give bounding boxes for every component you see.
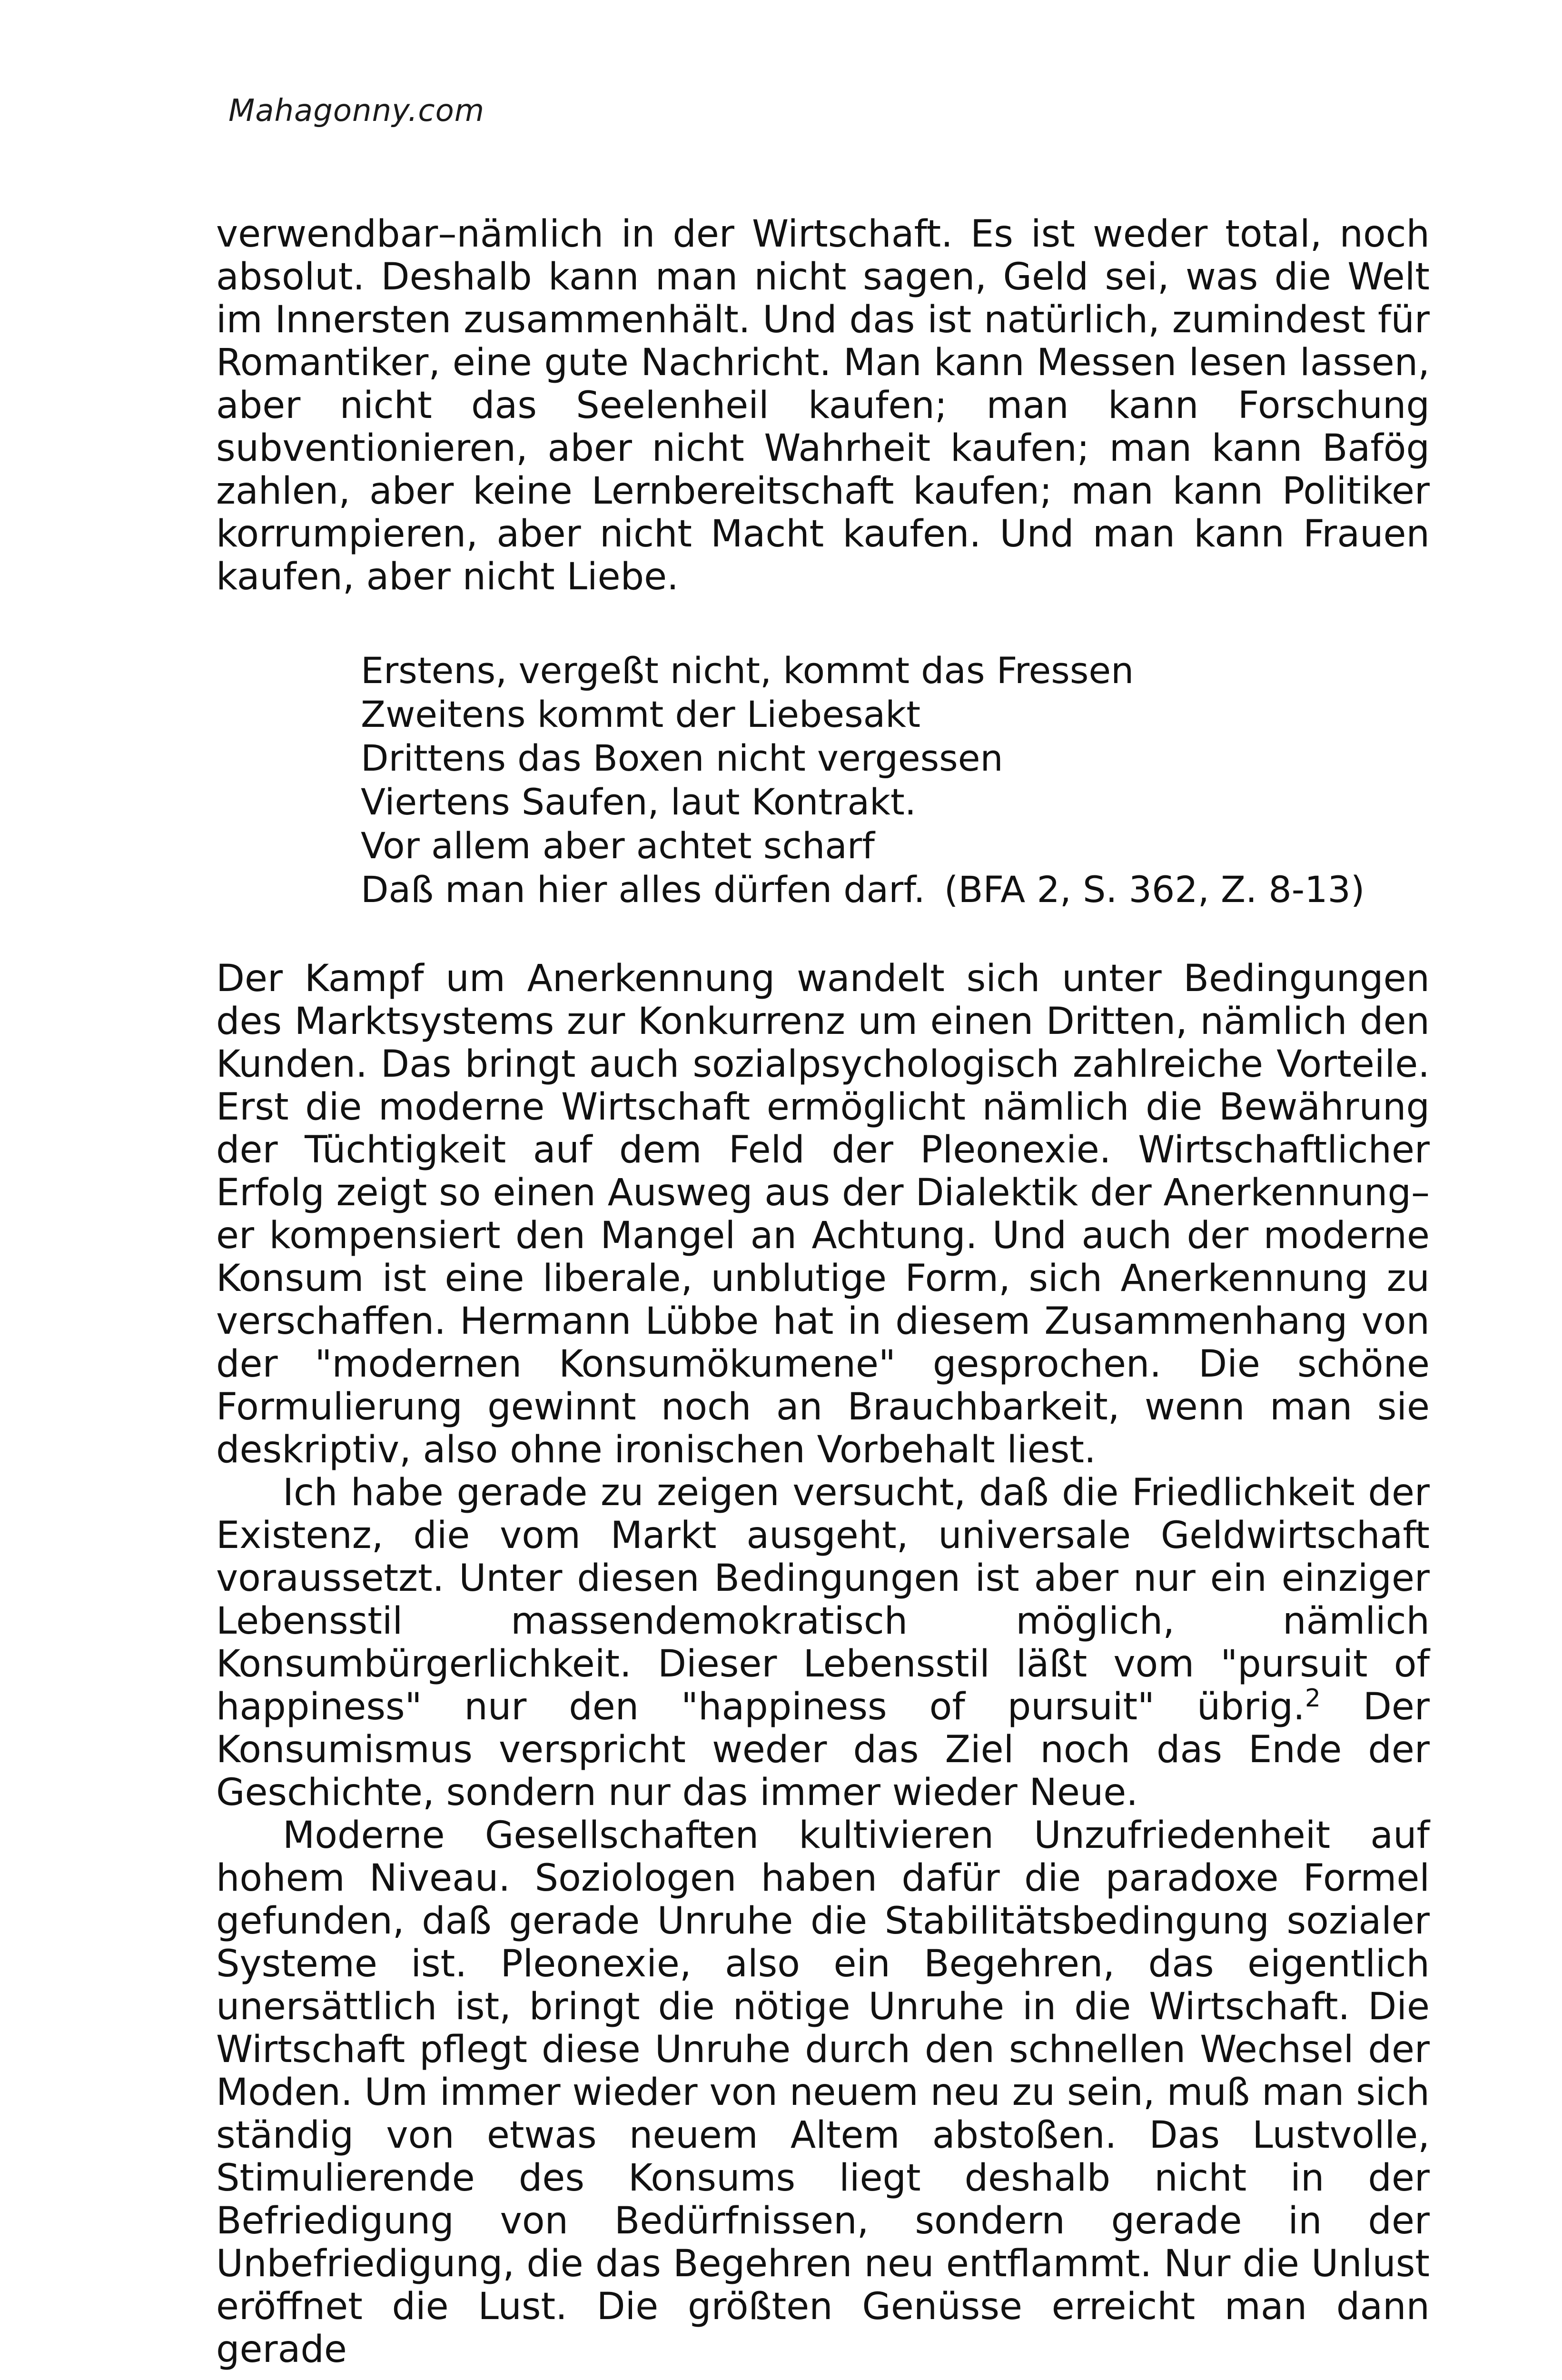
poem-quote (361, 649, 1432, 912)
footnote-marker[interactable]: 2 (1305, 1684, 1321, 1713)
poem-line-2: Zweitens kommt der Liebesakt (361, 693, 920, 735)
poem-line-5: Vor allem aber achtet scharf (361, 824, 875, 867)
paragraph-4: Moderne Gesellschaften kultivieren Unzufriedenheit auf hohem Niveau. Soziologen haben dafür die paradoxe Formel gefunden, daß gerade Unruhe die Stabilitätsbedingung sozialer Systeme ist. Pleonexie, also ein Begehren, das eigentlich unersättlich ist, bringt die nötige Unruhe in die Wirtschaft. Die Wirtschaft pflegt diese Unruhe durch den schnellen Wechsel der Moden. Um immer wieder von neuem neu zu sein, muß man sich ständig von etwas neuem Altem abstoßen. Das Lustvolle, Stimulierende des Konsums liegt deshalb nicht in der Befriedigung von Bedürfnissen, sondern gerade in der Unbefriedigung, die das Begehren neu entflammt. Nur die Unlust eröffnet die Lust. Die größten Genüsse erreicht man dann gerade (216, 1814, 1430, 2371)
paragraph-3-continuation: Der Konsumismus verspricht weder das Ziel noch das Ende der Geschichte, sondern nur das immer wieder Neue. (216, 1686, 1430, 1814)
poem-line-4: Viertens Saufen, laut Kontrakt. (361, 781, 917, 823)
paragraph-2: Der Kampf um Anerkennung wandelt sich unter Bedingungen des Marktsystems zur Konkurrenz um einen Dritten, nämlich den Kunden. Das bringt auch sozialpsychologisch zahlreiche Vorteile. Erst die moderne Wirtschaft ermöglicht nämlich die Bewährung der Tüchtigkeit auf dem Feld der Pleonexie. Wirtschaftlicher Erfolg zeigt so einen Ausweg aus der Dialektik der Anerkennung–er kompensiert den Mangel an Achtung. Und auch der moderne Konsum ist eine liberale, unblutige Form, sich Anerkennung zu verschaffen. Hermann Lübbe hat in diesem Zusammenhang von der "modernen Konsumökumene" gesprochen. Die schöne Formulierung gewinnt noch an Brauchbarkeit, wenn man sie deskriptiv, also ohne ironischen Vorbehalt liest. (216, 957, 1430, 1471)
paragraph-3-text: Ich habe gerade zu zeigen versucht, daß die Friedlichkeit der Existenz, die vom Markt ausgeht, universale Geldwirtschaft voraussetzt. Unter diesen Bedingungen ist aber nur ein einziger Lebensstil massendemokratisch möglich, nämlich Konsumbürgerlichkeit. Dieser Lebensstil läßt vom "pursuit of happiness" nur den "happiness of pursuit" übrig. (216, 1471, 1430, 1728)
poem-line-6 (361, 868, 1432, 912)
site-header: Mahagonny.com (228, 93, 485, 129)
paragraph-3 (216, 1471, 1430, 1814)
paragraph-1: verwendbar–nämlich in der Wirtschaft. Es ist weder total, noch absolut. Deshalb kann man nicht sagen, Geld sei, was die Welt im Innersten zusammenhält. Und das ist natürlich, zumindest für Romantiker, eine gute Nachricht. Man kann Messen lesen lassen, aber nicht das Seelenheil kaufen; man kann Forschung subventionieren, aber nicht Wahrheit kaufen; man kann Bafög zahlen, aber keine Lernbereitschaft kaufen; man kann Politiker korrumpieren, aber nicht Macht kaufen. Und man kann Frauen kaufen, aber nicht Liebe. (216, 213, 1430, 598)
poem-line-3: Drittens das Boxen nicht vergessen (361, 737, 1003, 779)
text-block-top (216, 213, 1430, 598)
poem-line-6-text: Daß man hier alles dürfen darf. (361, 868, 925, 911)
poem-line-1: Erstens, vergeßt nicht, kommt das Fressen (361, 649, 1134, 692)
poem-citation: (BFA 2, S. 362, Z. 8-13) (944, 868, 1365, 911)
text-block-main (216, 957, 1430, 2371)
